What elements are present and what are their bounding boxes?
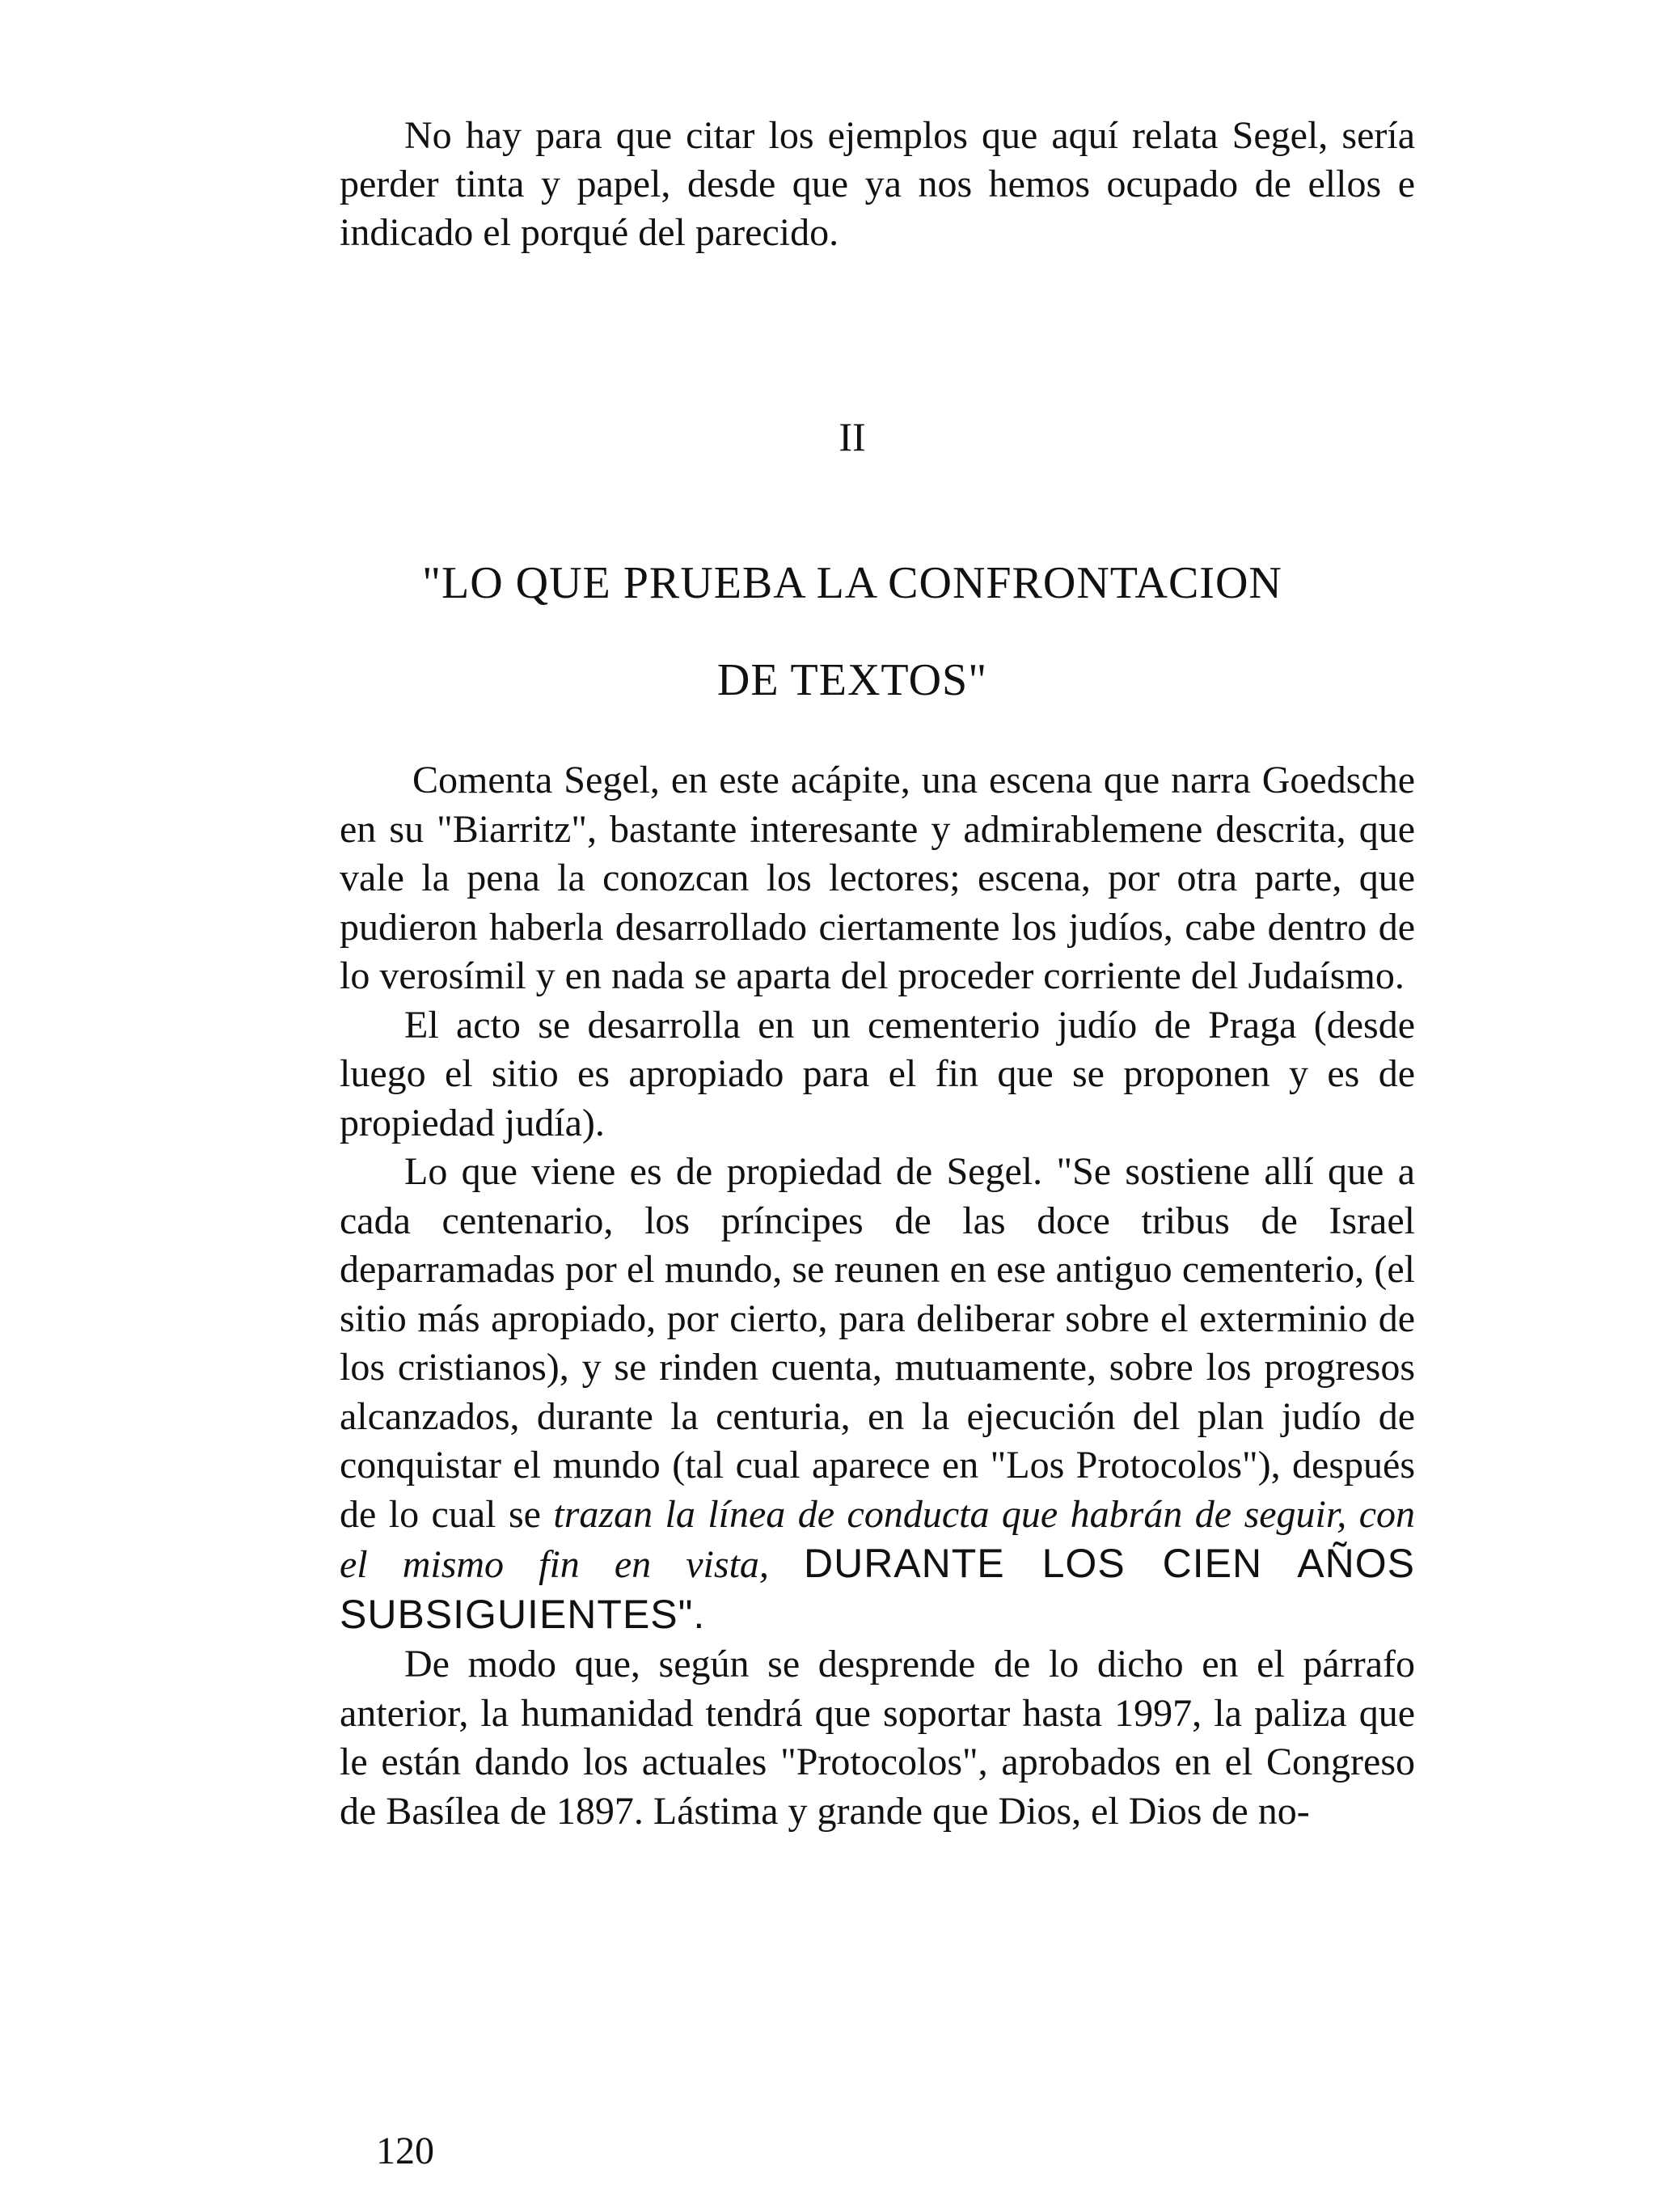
paragraph-1: Comenta Segel, en este acápite, una escena que narra Goedsche en su "Biarritz", bastante interesante y admirablemene descrita, que vale la pena la conozcan los lectores; escena, por otra parte, que pudieron haberla desarrollado ciertamente los judíos, cabe dentro de lo verosímil y en nada se aparta del proceder corriente del Judaísmo. bbox=[340, 759, 1415, 997]
paragraph-3 bbox=[340, 1148, 1415, 1640]
paragraph-3-text: Lo que viene es de propiedad de Segel. "Se sostiene allí que a cada centenario, los príncipes de las doce tribus de Israel deparramadas por el mundo, se reunen en ese antiguo cementerio, (el sitio más apropiado, por cierto, para deliberar sobre el exterminio de los cristianos), y se rinden cuenta, mutuamente, sobre los progresos alcanzados, durante la centuria, en la ejecución del plan judío de conquistar el mundo (tal cual aparece en "Los Protocolos"), después de lo cual se bbox=[340, 1150, 1415, 1536]
intro-paragraph: No hay para que citar los ejemplos que aquí relata Segel, sería perder tinta y papel, desde que ya nos hemos ocupado de ellos e indicado el porqué del parecido. bbox=[340, 114, 1415, 254]
page-number: 120 bbox=[376, 2130, 434, 2172]
italic-fragment: trazan la línea de conducta que habrán de seguir, con el mismo fin en vista, bbox=[340, 1492, 1415, 1586]
paragraph-4: De modo que, según se desprende de lo dicho en el párrafo anterior, la humanidad tendrá que soportar hasta 1997, la paliza que le están dando los actuales "Protocolos", aprobados en el Congreso de Basílea de 1897. Lástima y grande que Dios, el Dios de no- bbox=[340, 1643, 1415, 1833]
paragraph-2: El acto se desarrolla en un cementerio judío de Praga (desde luego el sitio es apropiado para el fin que se proponen y es de propiedad judía). bbox=[340, 1003, 1415, 1144]
section-title-line-2: DE TEXTOS" bbox=[716, 655, 988, 705]
section-title-line-1: "LO QUE PRUEBA LA CONFRONTACION bbox=[422, 558, 1282, 608]
caps-fragment: DURANTE LOS CIEN AÑOS SUBSIGUIENTES". bbox=[340, 1541, 1415, 1637]
intro-paragraph-block bbox=[340, 112, 1415, 257]
section-number: II bbox=[839, 414, 866, 459]
body-text bbox=[340, 756, 1415, 1836]
